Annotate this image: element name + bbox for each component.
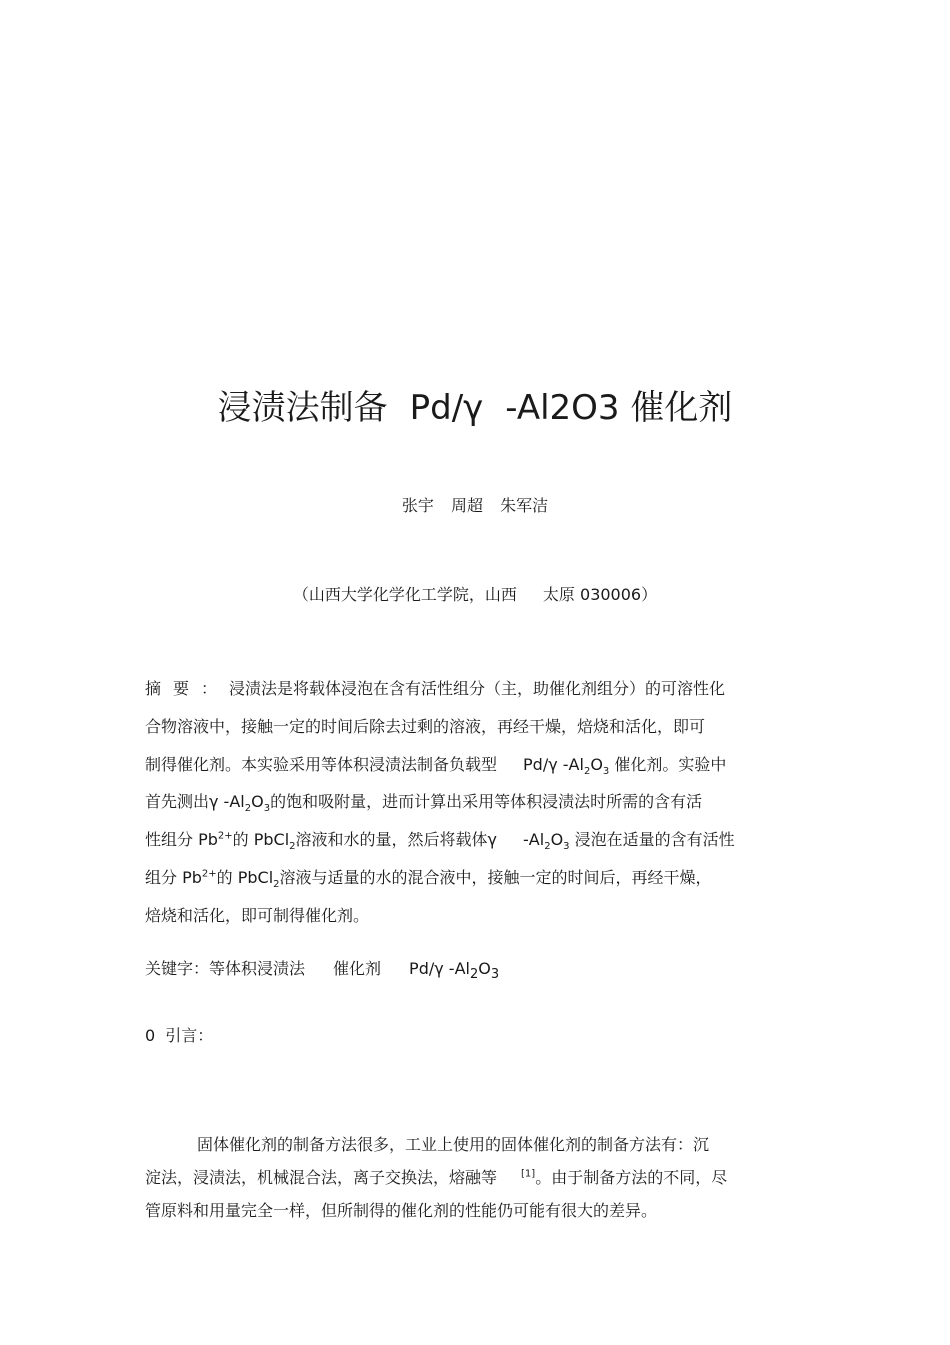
title-part-1: 浸渍法制备 (217, 388, 388, 428)
paragraph-line: 管原料和用量完全一样，但所制得的催化剂的性能仍可能有很大的差异。 (145, 1201, 658, 1220)
intro-paragraph (145, 1128, 805, 1227)
abstract-line: 制得催化剂。本实验采用等体积浸渍法制备负载型 Pd/γ $-Al_2O_3$ 催化剂。实验中 (145, 754, 727, 777)
affiliation (0, 583, 950, 607)
abstract-line: 摘要：浸渍法是将载体浸泡在含有活性组分（主，助催化剂组分）的可溶性化 (145, 679, 726, 698)
author-2: 周超 (450, 496, 483, 515)
author-1: 张宇 (401, 496, 434, 515)
author-list (0, 494, 950, 518)
keywords (145, 957, 527, 981)
abstract-line: 性组分 $Pb^{2+}$的 PbCl$_2$溶液和水的量，然后将载体γ $-Al_2O_3$ 浸泡在适量的含有活性 (145, 830, 735, 853)
abstract (145, 670, 805, 935)
abstract-label: 摘要： (145, 679, 230, 698)
affiliation-part-1: （山西大学化学化工学院，山西 (292, 585, 517, 604)
abstract-line: 焙烧和活化，即可制得催化剂。 (145, 905, 370, 925)
author-3: 朱军洁 (500, 496, 549, 515)
title-part-3: -Al2O3 催化剂 (505, 388, 733, 428)
section-number: 0 (145, 1026, 156, 1045)
paragraph-line: 淀法，浸渍法，机械混合法，离子交换法，熔融等 [1]。由于制备方法的不同，尽 (145, 1168, 728, 1187)
abstract-line: 首先测出γ $-Al_2O_3$的饱和吸附量，进而计算出采用等体积浸渍法时所需的含有活 (145, 792, 703, 815)
paper-title (0, 384, 950, 432)
paragraph-line: 固体催化剂的制备方法很多，工业上使用的固体催化剂的制备方法有：沉 (197, 1135, 710, 1154)
keyword: Pd/γ $-Al_2O_3$ (409, 959, 500, 983)
abstract-line: 合物溶液中，接触一定的时间后除去过剩的溶液，再经干燥，焙烧和活化，即可 (145, 716, 706, 736)
section-heading (145, 1024, 213, 1048)
keyword: 等体积浸渍法 (209, 959, 306, 978)
title-part-2: Pd/γ (409, 388, 484, 428)
affiliation-part-2: 太原 030006） (542, 585, 658, 604)
abstract-line: 组分 $Pb^{2+}$的 PbCl$_2$溶液与适量的水的混合液中，接触一定的时间后，再经干燥， (145, 867, 712, 891)
citation-ref: [1] (521, 1168, 536, 1180)
keyword: 催化剂 (333, 959, 382, 978)
section-title: 引言： (165, 1026, 214, 1045)
keywords-label: 关键字： (145, 959, 210, 978)
